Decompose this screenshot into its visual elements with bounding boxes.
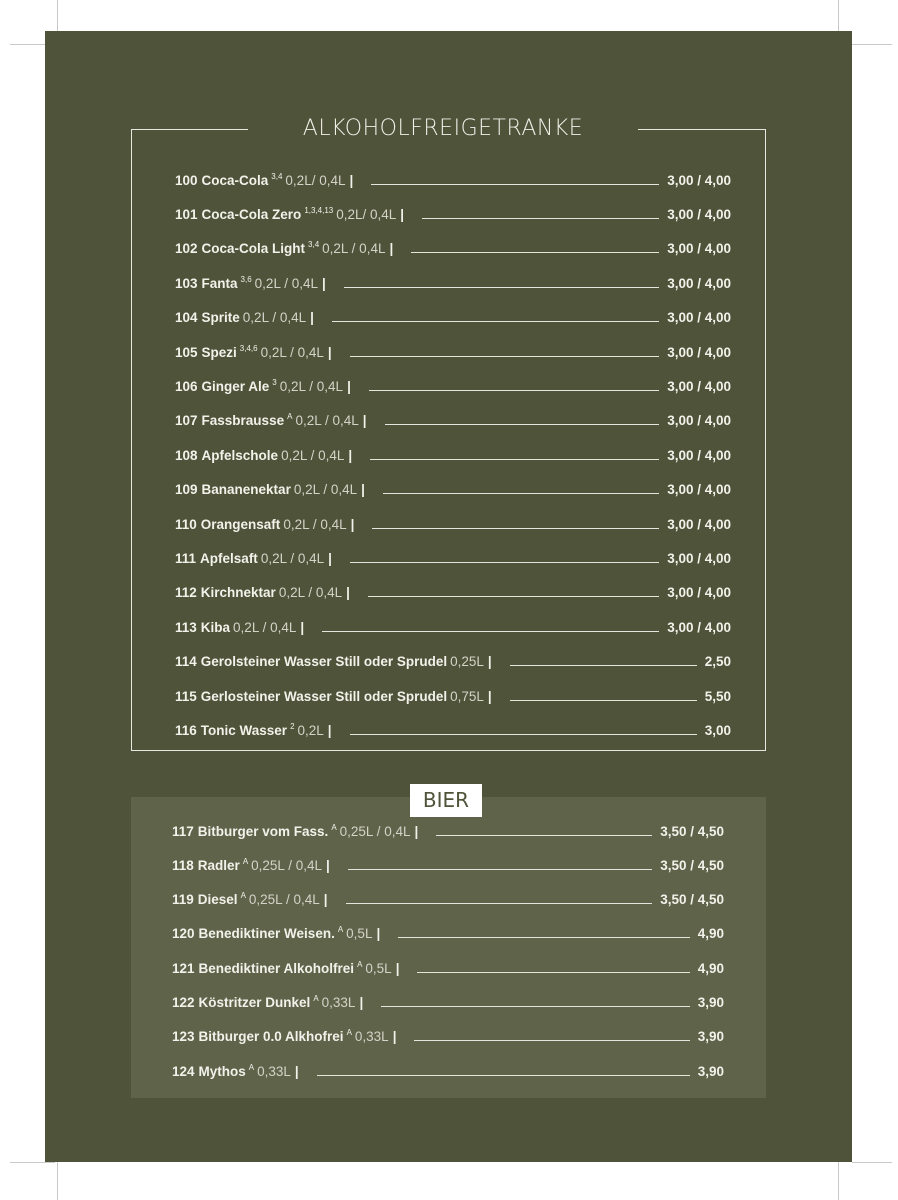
item-price: 3,50 / 4,50 bbox=[660, 823, 724, 839]
item-price: 3,00 / 4,00 bbox=[667, 378, 731, 394]
menu-item bbox=[172, 958, 724, 978]
item-number: 113 bbox=[175, 619, 197, 635]
item-number: 120 bbox=[172, 926, 195, 942]
menu-item bbox=[175, 480, 731, 500]
item-separator: | bbox=[487, 688, 492, 704]
leader-line bbox=[346, 903, 653, 904]
leader-line bbox=[369, 390, 659, 391]
item-size: 0,2L / 0,4L bbox=[322, 241, 386, 257]
item-number: 124 bbox=[172, 1063, 195, 1079]
item-number: 119 bbox=[172, 892, 194, 908]
menu-item bbox=[175, 342, 731, 362]
leader-line bbox=[322, 631, 659, 632]
item-name: Spezi bbox=[201, 344, 237, 360]
item-number: 106 bbox=[175, 378, 198, 394]
item-price: 3,00 / 4,00 bbox=[667, 275, 731, 291]
item-price: 3,00 / 4,00 bbox=[667, 447, 731, 463]
item-number: 116 bbox=[175, 722, 197, 738]
item-number: 103 bbox=[175, 275, 198, 291]
leader-line bbox=[368, 596, 659, 597]
item-size: 0,2L / 0,4L bbox=[254, 275, 318, 291]
menu-item bbox=[172, 855, 724, 875]
item-name: Kiba bbox=[200, 619, 231, 635]
item-price: 3,90 bbox=[697, 995, 724, 1010]
item-number: 107 bbox=[175, 413, 198, 429]
item-allergen-note: 3 bbox=[272, 377, 277, 387]
item-number: 104 bbox=[175, 310, 198, 326]
item-size: 0,2L / 0,4L bbox=[260, 344, 324, 360]
item-name: Fanta bbox=[201, 275, 238, 291]
item-size: 0,2L / 0,4L bbox=[279, 378, 344, 394]
item-number: 115 bbox=[175, 688, 197, 704]
item-name: Radler bbox=[197, 857, 240, 873]
item-size: 0,25L / 0,4L bbox=[339, 823, 411, 839]
item-separator: | bbox=[310, 310, 314, 326]
item-price: 3,50 / 4,50 bbox=[660, 857, 724, 873]
item-number: 111 bbox=[175, 550, 197, 566]
item-separator: | bbox=[325, 857, 330, 873]
item-name: Orangensaft bbox=[200, 516, 281, 532]
leader-line bbox=[383, 493, 659, 494]
item-separator: | bbox=[350, 516, 355, 532]
item-size: 0,2L / 0,4L bbox=[242, 310, 307, 326]
item-number: 108 bbox=[175, 447, 198, 463]
menu-item bbox=[175, 411, 731, 431]
item-size: 0,2L / 0,4L bbox=[260, 550, 325, 566]
item-number: 123 bbox=[172, 1029, 195, 1045]
item-separator: | bbox=[414, 823, 419, 839]
item-size: 0,75L bbox=[450, 688, 484, 704]
item-name: Gerlosteiner Wasser Still oder Sprudel bbox=[200, 688, 448, 704]
item-size: 0,33L bbox=[257, 1063, 291, 1079]
leader-line bbox=[370, 459, 659, 460]
menu-item bbox=[175, 514, 731, 534]
item-name: Coca-Cola Zero bbox=[201, 206, 302, 222]
item-price: 4,90 bbox=[697, 926, 724, 942]
leader-line bbox=[350, 356, 660, 357]
item-name: Bitburger 0.0 Alkhofrei bbox=[198, 1029, 344, 1045]
menu-item bbox=[175, 583, 731, 603]
item-price: 3,00 bbox=[704, 722, 731, 738]
item-price: 3,00 / 4,00 bbox=[667, 516, 731, 532]
item-allergen-note: A bbox=[357, 959, 363, 969]
item-number: 105 bbox=[175, 344, 198, 360]
item-allergen-note: A bbox=[346, 1028, 352, 1038]
item-name: Mythos bbox=[198, 1063, 246, 1079]
item-separator: | bbox=[487, 654, 492, 670]
item-number: 121 bbox=[172, 960, 195, 976]
leader-line bbox=[348, 869, 652, 870]
item-price: 3,00 / 4,00 bbox=[667, 619, 731, 635]
item-allergen-note: A bbox=[313, 994, 319, 1003]
item-separator: | bbox=[361, 482, 365, 498]
menu-item bbox=[175, 239, 731, 259]
item-name: Kirchnektar bbox=[200, 585, 276, 601]
leader-line bbox=[414, 1040, 689, 1041]
item-name: Coca-Cola bbox=[201, 172, 269, 188]
item-separator: | bbox=[400, 206, 405, 222]
leader-line bbox=[510, 700, 697, 701]
item-price: 3,90 bbox=[697, 1063, 724, 1079]
item-separator: | bbox=[348, 447, 353, 463]
item-price: 4,90 bbox=[697, 960, 724, 976]
item-name: Bitburger vom Fass. bbox=[197, 823, 329, 839]
leader-line bbox=[332, 321, 659, 322]
menu-item bbox=[175, 652, 731, 672]
item-allergen-note: A bbox=[240, 891, 246, 901]
item-size: 0,2L bbox=[297, 722, 324, 738]
menu-item bbox=[172, 821, 724, 841]
item-size: 0,2L / 0,4L bbox=[283, 516, 347, 532]
item-size: 0,5L bbox=[346, 926, 373, 942]
leader-line bbox=[510, 665, 697, 666]
item-separator: | bbox=[294, 1063, 299, 1079]
item-separator: | bbox=[327, 722, 332, 738]
item-separator: | bbox=[359, 995, 364, 1010]
item-separator: | bbox=[362, 413, 367, 429]
item-name: Apfelsaft bbox=[200, 550, 258, 566]
menu-item bbox=[175, 376, 731, 396]
item-separator: | bbox=[323, 892, 328, 908]
item-price: 3,00 / 4,00 bbox=[667, 482, 731, 498]
item-size: 0,33L bbox=[354, 1029, 389, 1045]
item-allergen-note: 3,4 bbox=[271, 171, 283, 181]
item-price: 3,00 / 4,00 bbox=[667, 206, 731, 222]
leader-line bbox=[422, 218, 659, 219]
item-price: 3,50 / 4,50 bbox=[660, 892, 724, 908]
menu-item bbox=[175, 204, 731, 224]
leader-line bbox=[381, 1006, 689, 1007]
item-separator: | bbox=[346, 585, 350, 601]
item-allergen-note: A bbox=[337, 925, 344, 935]
item-number: 100 bbox=[175, 172, 198, 188]
item-size: 0,2L / 0,4L bbox=[295, 413, 359, 429]
item-name: Fassbrausse bbox=[201, 413, 285, 429]
beer-title: BIER bbox=[410, 784, 482, 817]
item-name: Apfelschole bbox=[201, 447, 279, 463]
menu-item bbox=[172, 1027, 724, 1047]
item-size: 0,25L / 0,4L bbox=[251, 857, 322, 873]
menu-item bbox=[175, 720, 731, 740]
item-separator: | bbox=[392, 1029, 397, 1045]
item-name: Sprite bbox=[201, 310, 240, 326]
item-allergen-note: A bbox=[331, 822, 337, 832]
leader-line bbox=[371, 184, 659, 185]
item-number: 102 bbox=[175, 241, 198, 257]
item-allergen-note: A bbox=[287, 412, 293, 422]
item-size: 0,2L / 0,4L bbox=[281, 447, 345, 463]
item-separator: | bbox=[347, 378, 351, 394]
item-allergen-note: 3,4,6 bbox=[239, 343, 258, 353]
item-price: 3,00 / 4,00 bbox=[667, 310, 731, 326]
leader-line bbox=[372, 528, 659, 529]
item-name: Gerolsteiner Wasser Still oder Sprudel bbox=[200, 654, 448, 670]
item-number: 118 bbox=[172, 857, 194, 873]
menu-item bbox=[175, 170, 731, 190]
item-separator: | bbox=[349, 172, 354, 188]
leader-line bbox=[350, 562, 659, 563]
menu-item bbox=[175, 686, 731, 706]
menu-item bbox=[172, 1061, 724, 1081]
item-size: 0,2L / 0,4L bbox=[233, 619, 297, 635]
item-number: 101 bbox=[175, 206, 198, 222]
menu-item bbox=[172, 890, 724, 910]
leader-line bbox=[398, 937, 689, 938]
item-allergen-note: 3,4 bbox=[308, 240, 320, 250]
item-price: 3,00 / 4,00 bbox=[667, 550, 731, 566]
leader-line bbox=[417, 972, 689, 973]
item-name: Benediktiner Weisen. bbox=[198, 926, 335, 942]
item-number: 109 bbox=[175, 482, 198, 498]
item-name: Köstritzer Dunkel bbox=[198, 995, 311, 1010]
item-name: Ginger Ale bbox=[201, 378, 270, 394]
item-price: 3,00 / 4,00 bbox=[667, 241, 731, 257]
leader-line bbox=[385, 424, 660, 425]
item-price: 3,00 / 4,00 bbox=[667, 413, 731, 429]
item-size: 0,25L bbox=[450, 654, 484, 670]
item-separator: | bbox=[328, 550, 332, 566]
menu-item bbox=[175, 273, 731, 293]
item-allergen-note: 3,6 bbox=[240, 274, 252, 284]
item-separator: | bbox=[389, 241, 394, 257]
item-allergen-note: 1,3,4,13 bbox=[304, 205, 334, 215]
item-separator: | bbox=[395, 960, 400, 976]
menu-item bbox=[175, 548, 731, 568]
item-allergen-note: A bbox=[242, 856, 249, 866]
item-number: 110 bbox=[175, 516, 197, 532]
item-name: Tonic Wasser bbox=[200, 722, 288, 738]
item-price: 5,50 bbox=[704, 688, 731, 704]
menu-item bbox=[172, 993, 724, 1013]
leader-line bbox=[411, 252, 659, 253]
leader-line bbox=[350, 734, 697, 735]
item-number: 122 bbox=[172, 995, 195, 1010]
item-price: 3,00 / 4,00 bbox=[667, 344, 731, 360]
item-price: 2,50 bbox=[704, 654, 731, 670]
item-number: 114 bbox=[175, 654, 197, 670]
menu-item bbox=[172, 924, 724, 944]
item-number: 117 bbox=[172, 823, 194, 839]
item-size: 0,33L bbox=[321, 995, 356, 1010]
item-separator: | bbox=[300, 619, 305, 635]
leader-line bbox=[317, 1075, 690, 1076]
leader-line bbox=[344, 287, 659, 288]
item-separator: | bbox=[327, 344, 332, 360]
item-size: 0,25L / 0,4L bbox=[248, 892, 320, 908]
item-size: 0,2L/ 0,4L bbox=[336, 206, 397, 222]
item-size: 0,2L/ 0,4L bbox=[285, 172, 346, 188]
leader-line bbox=[436, 835, 652, 836]
item-name: Diesel bbox=[197, 892, 238, 908]
item-size: 0,2L / 0,4L bbox=[293, 482, 358, 498]
item-price: 3,00 / 4,00 bbox=[667, 585, 731, 601]
item-allergen-note: 2 bbox=[290, 721, 295, 731]
item-separator: | bbox=[321, 275, 326, 291]
item-name: Benediktiner Alkoholfrei bbox=[198, 960, 355, 976]
item-price: 3,00 / 4,00 bbox=[667, 172, 731, 188]
item-name: Bananenektar bbox=[201, 482, 291, 498]
item-allergen-note: A bbox=[248, 1062, 255, 1072]
softdrinks-title: ALKOHOLFREIGETRANKE bbox=[248, 113, 638, 145]
menu-item bbox=[175, 617, 731, 637]
item-name: Coca-Cola Light bbox=[201, 241, 306, 257]
item-price: 3,90 bbox=[697, 1029, 724, 1045]
item-separator: | bbox=[376, 926, 381, 942]
item-size: 0,5L bbox=[365, 960, 392, 976]
menu-item bbox=[175, 445, 731, 465]
item-size: 0,2L / 0,4L bbox=[278, 585, 343, 601]
item-number: 112 bbox=[175, 585, 197, 601]
menu-item bbox=[175, 308, 731, 328]
